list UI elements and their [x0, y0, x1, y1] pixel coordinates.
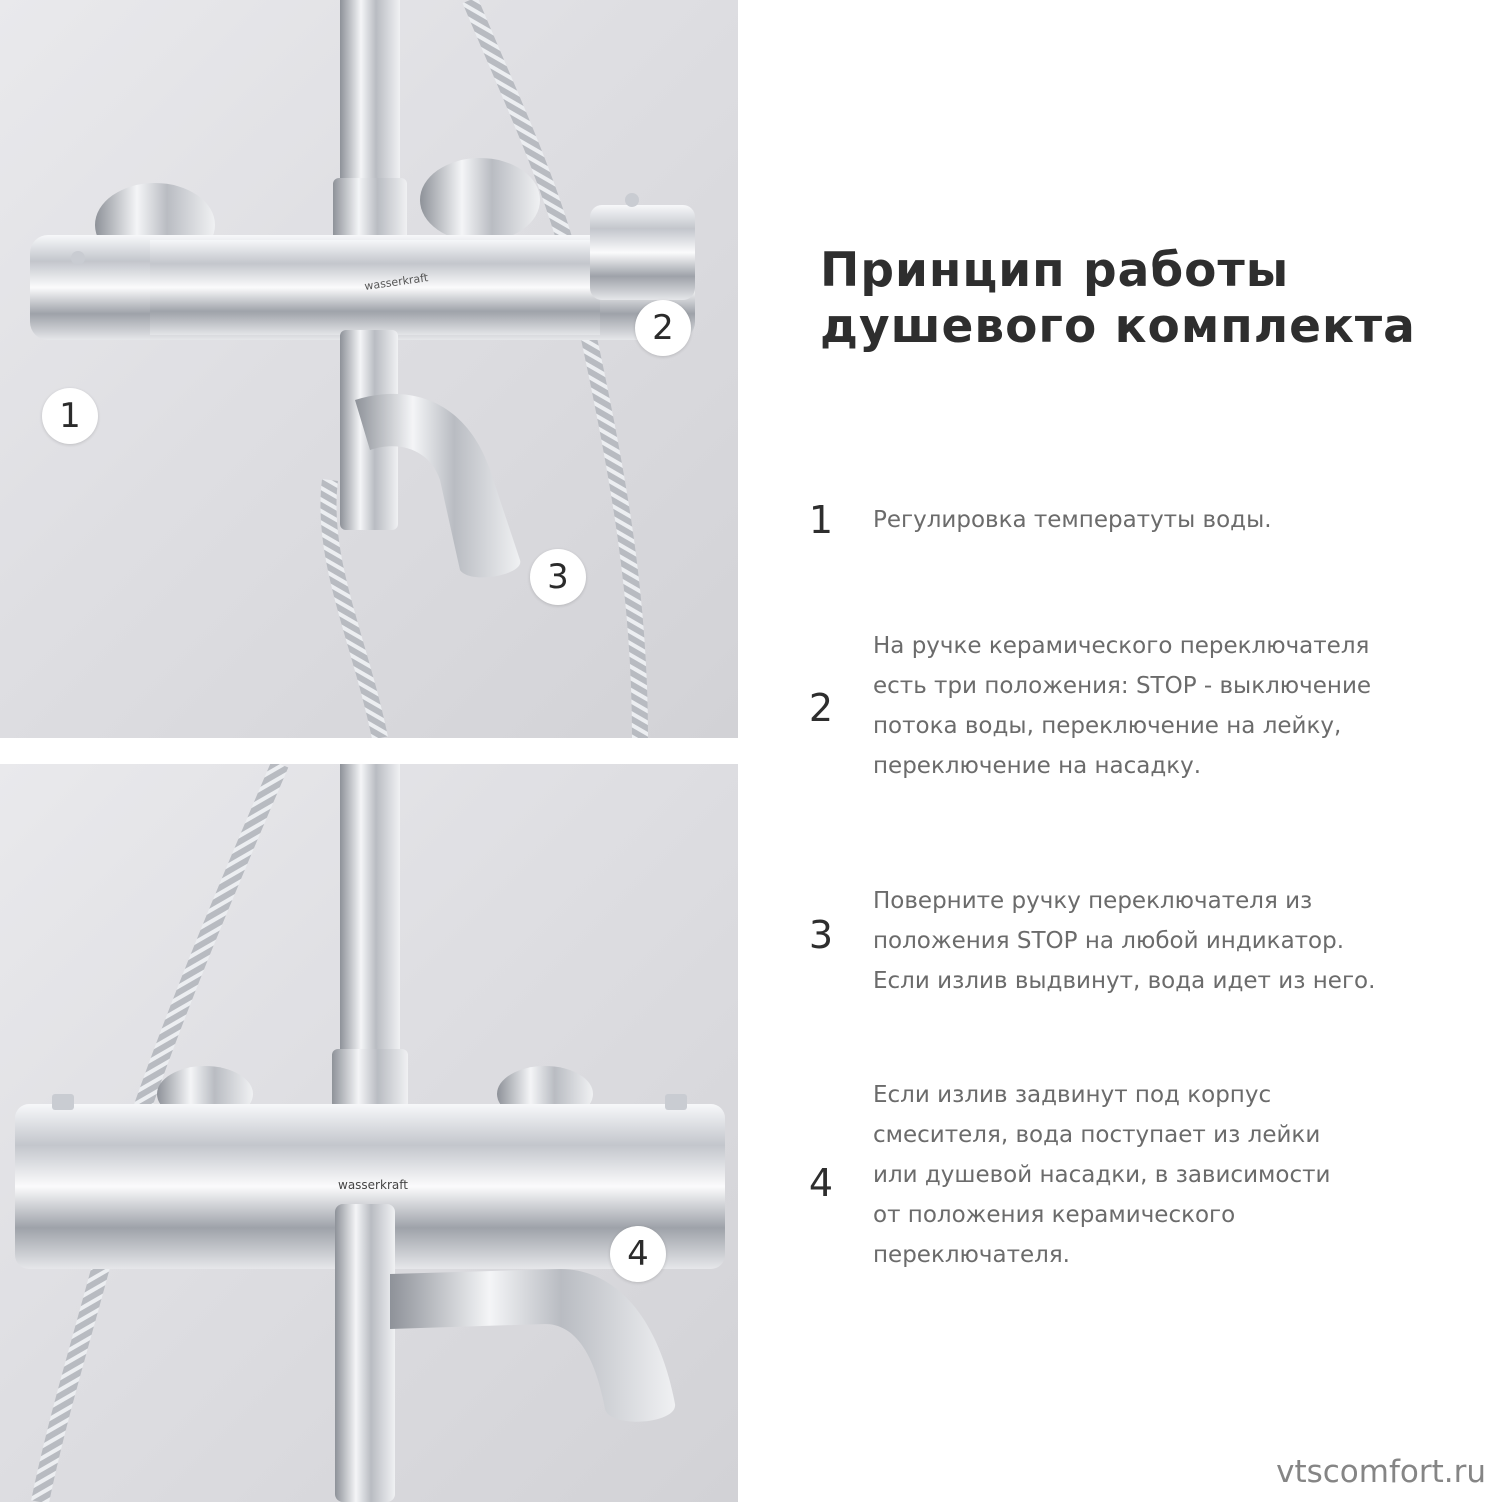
- step-description: [873, 626, 1433, 786]
- step-description: [873, 500, 1433, 540]
- step-line: переключателя.: [873, 1242, 1070, 1268]
- step-line: Поверните ручку переключателя из: [873, 888, 1313, 914]
- step-line: от положения керамического: [873, 1202, 1236, 1228]
- mixer-bottom-illustration: [0, 764, 738, 1502]
- step-line: Регулировка температуты воды.: [873, 507, 1272, 533]
- marker-1: 1: [42, 388, 98, 444]
- title-line-2: душевого комплекта: [820, 299, 1416, 354]
- step-description: [873, 881, 1433, 1001]
- step-number: 4: [808, 1161, 834, 1205]
- step-line: есть три положения: STOP - выключение: [873, 673, 1372, 699]
- brand-logo-top: wasserkraft: [363, 271, 429, 293]
- step-number: 1: [808, 498, 834, 542]
- step-number: 3: [808, 913, 834, 957]
- brand-logo-bottom: wasserkraft: [338, 1178, 408, 1192]
- marker-2: 2: [635, 300, 691, 356]
- step-line: или душевой насадки, в зависимости: [873, 1162, 1331, 1188]
- photo-mixer-top: [0, 0, 738, 738]
- marker-3: 3: [530, 549, 586, 605]
- step-description: [873, 1075, 1433, 1275]
- step-line: смесителя, вода поступает из лейки: [873, 1122, 1321, 1148]
- step-line: потока воды, переключение на лейку,: [873, 713, 1342, 739]
- site-watermark: vtscomfort.ru: [1276, 1454, 1486, 1490]
- step-line: Если излив задвинут под корпус: [873, 1082, 1272, 1108]
- mixer-top-illustration: [0, 0, 738, 738]
- photo-mixer-bottom: [0, 764, 738, 1502]
- step-line: положения STOP на любой индикатор.: [873, 928, 1345, 954]
- step-line: На ручке керамического переключателя: [873, 633, 1370, 659]
- step-number: 2: [808, 686, 834, 730]
- step-line: переключение на насадку.: [873, 753, 1202, 779]
- step-line: Если излив выдвинут, вода идет из него.: [873, 968, 1376, 994]
- title-line-1: Принцип работы: [820, 243, 1290, 298]
- marker-4: 4: [610, 1226, 666, 1282]
- page-title: [820, 243, 1460, 355]
